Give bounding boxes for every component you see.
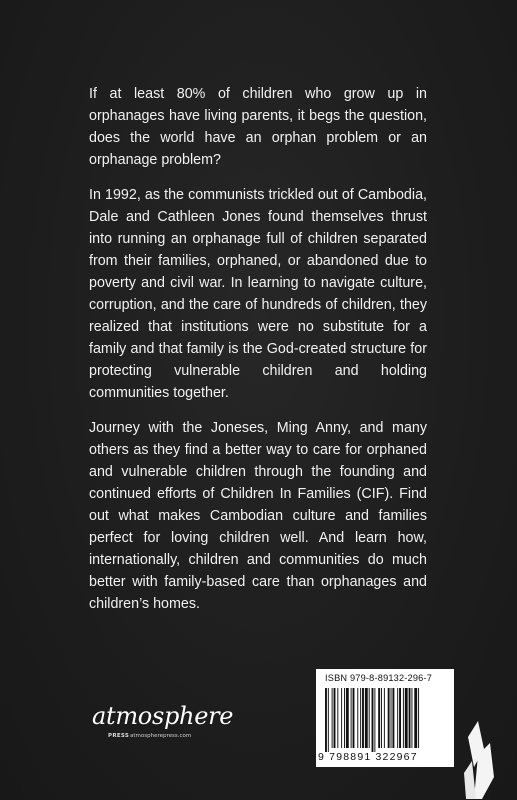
barcode-bar — [391, 688, 392, 748]
back-cover-blurb — [89, 83, 427, 628]
barcode-bar — [353, 688, 355, 748]
barcode-bar — [344, 688, 345, 748]
barcode-bar — [399, 688, 401, 748]
publisher-logo-press: PRESS — [108, 733, 130, 739]
barcode-bar — [392, 688, 394, 748]
isbn-barcode-panel — [316, 669, 454, 767]
barcode-digits: 9 798891 322967 — [318, 751, 418, 763]
barcode-bar — [374, 688, 375, 752]
barcode-bar — [334, 688, 336, 748]
barcode-bar — [362, 688, 364, 748]
barcode-bar — [325, 688, 327, 752]
barcode-bar — [405, 688, 408, 748]
barcode-bar — [378, 688, 380, 748]
barcode-bar — [414, 688, 417, 748]
barcode-bars — [325, 688, 445, 752]
barcode-bar — [381, 688, 382, 748]
publisher-mark-icon — [462, 715, 496, 799]
publisher-url: atmospherepress.com — [130, 733, 192, 739]
barcode-bar — [409, 688, 411, 748]
isbn-label: ISBN 979-8-89132-296-7 — [325, 673, 433, 683]
barcode-bar — [341, 688, 342, 748]
barcode-bar — [337, 688, 338, 748]
publisher-logo — [90, 702, 240, 752]
barcode-bar — [346, 688, 349, 748]
barcode-bar — [357, 688, 358, 748]
blurb-paragraph-1: If at least 80% of children who grow up in orphanages have living parents, it begs the question, does the world have an orphan problem or an orphanage problem? — [89, 86, 427, 168]
barcode-bar — [397, 688, 398, 748]
barcode-bar — [360, 688, 361, 748]
blurb-paragraph-2: In 1992, as the communists trickled out of Cambodia, Dale and Cathleen Jones found themselves thrust into running an orphanage full of children separated from their families, orphaned, or abandoned due to poverty and civil war. In learning to navigate culture, corruption, and the care of hundreds of children, they realized that institutions were no substitute for a family and that family is the God-created structure for protecting vulnerable children and holding communities together. — [89, 187, 427, 401]
publisher-logo-wordmark: atmosphere — [92, 702, 234, 730]
barcode-bar — [418, 688, 419, 748]
barcode-bar — [372, 688, 374, 752]
barcode-bar — [369, 688, 370, 748]
barcode-bar — [328, 688, 329, 752]
barcode-bar — [351, 688, 352, 748]
barcode-bar — [384, 688, 385, 748]
barcode-bar — [411, 688, 412, 748]
barcode-bar — [332, 688, 333, 748]
barcode-bar — [365, 688, 368, 748]
blurb-paragraph-3: Journey with the Joneses, Ming Anny, and many others as they find a better way to care for orphaned and vulnerable children through the founding and continued efforts of Children In Families (CIF). Find out what makes Cambodian culture and families perfect for loving children well. And learn how, internationally, children and communities do much better with family-based care than orphanages and children’s homes. — [89, 420, 427, 612]
barcode-bar — [388, 688, 390, 748]
barcode-bar — [403, 688, 404, 748]
